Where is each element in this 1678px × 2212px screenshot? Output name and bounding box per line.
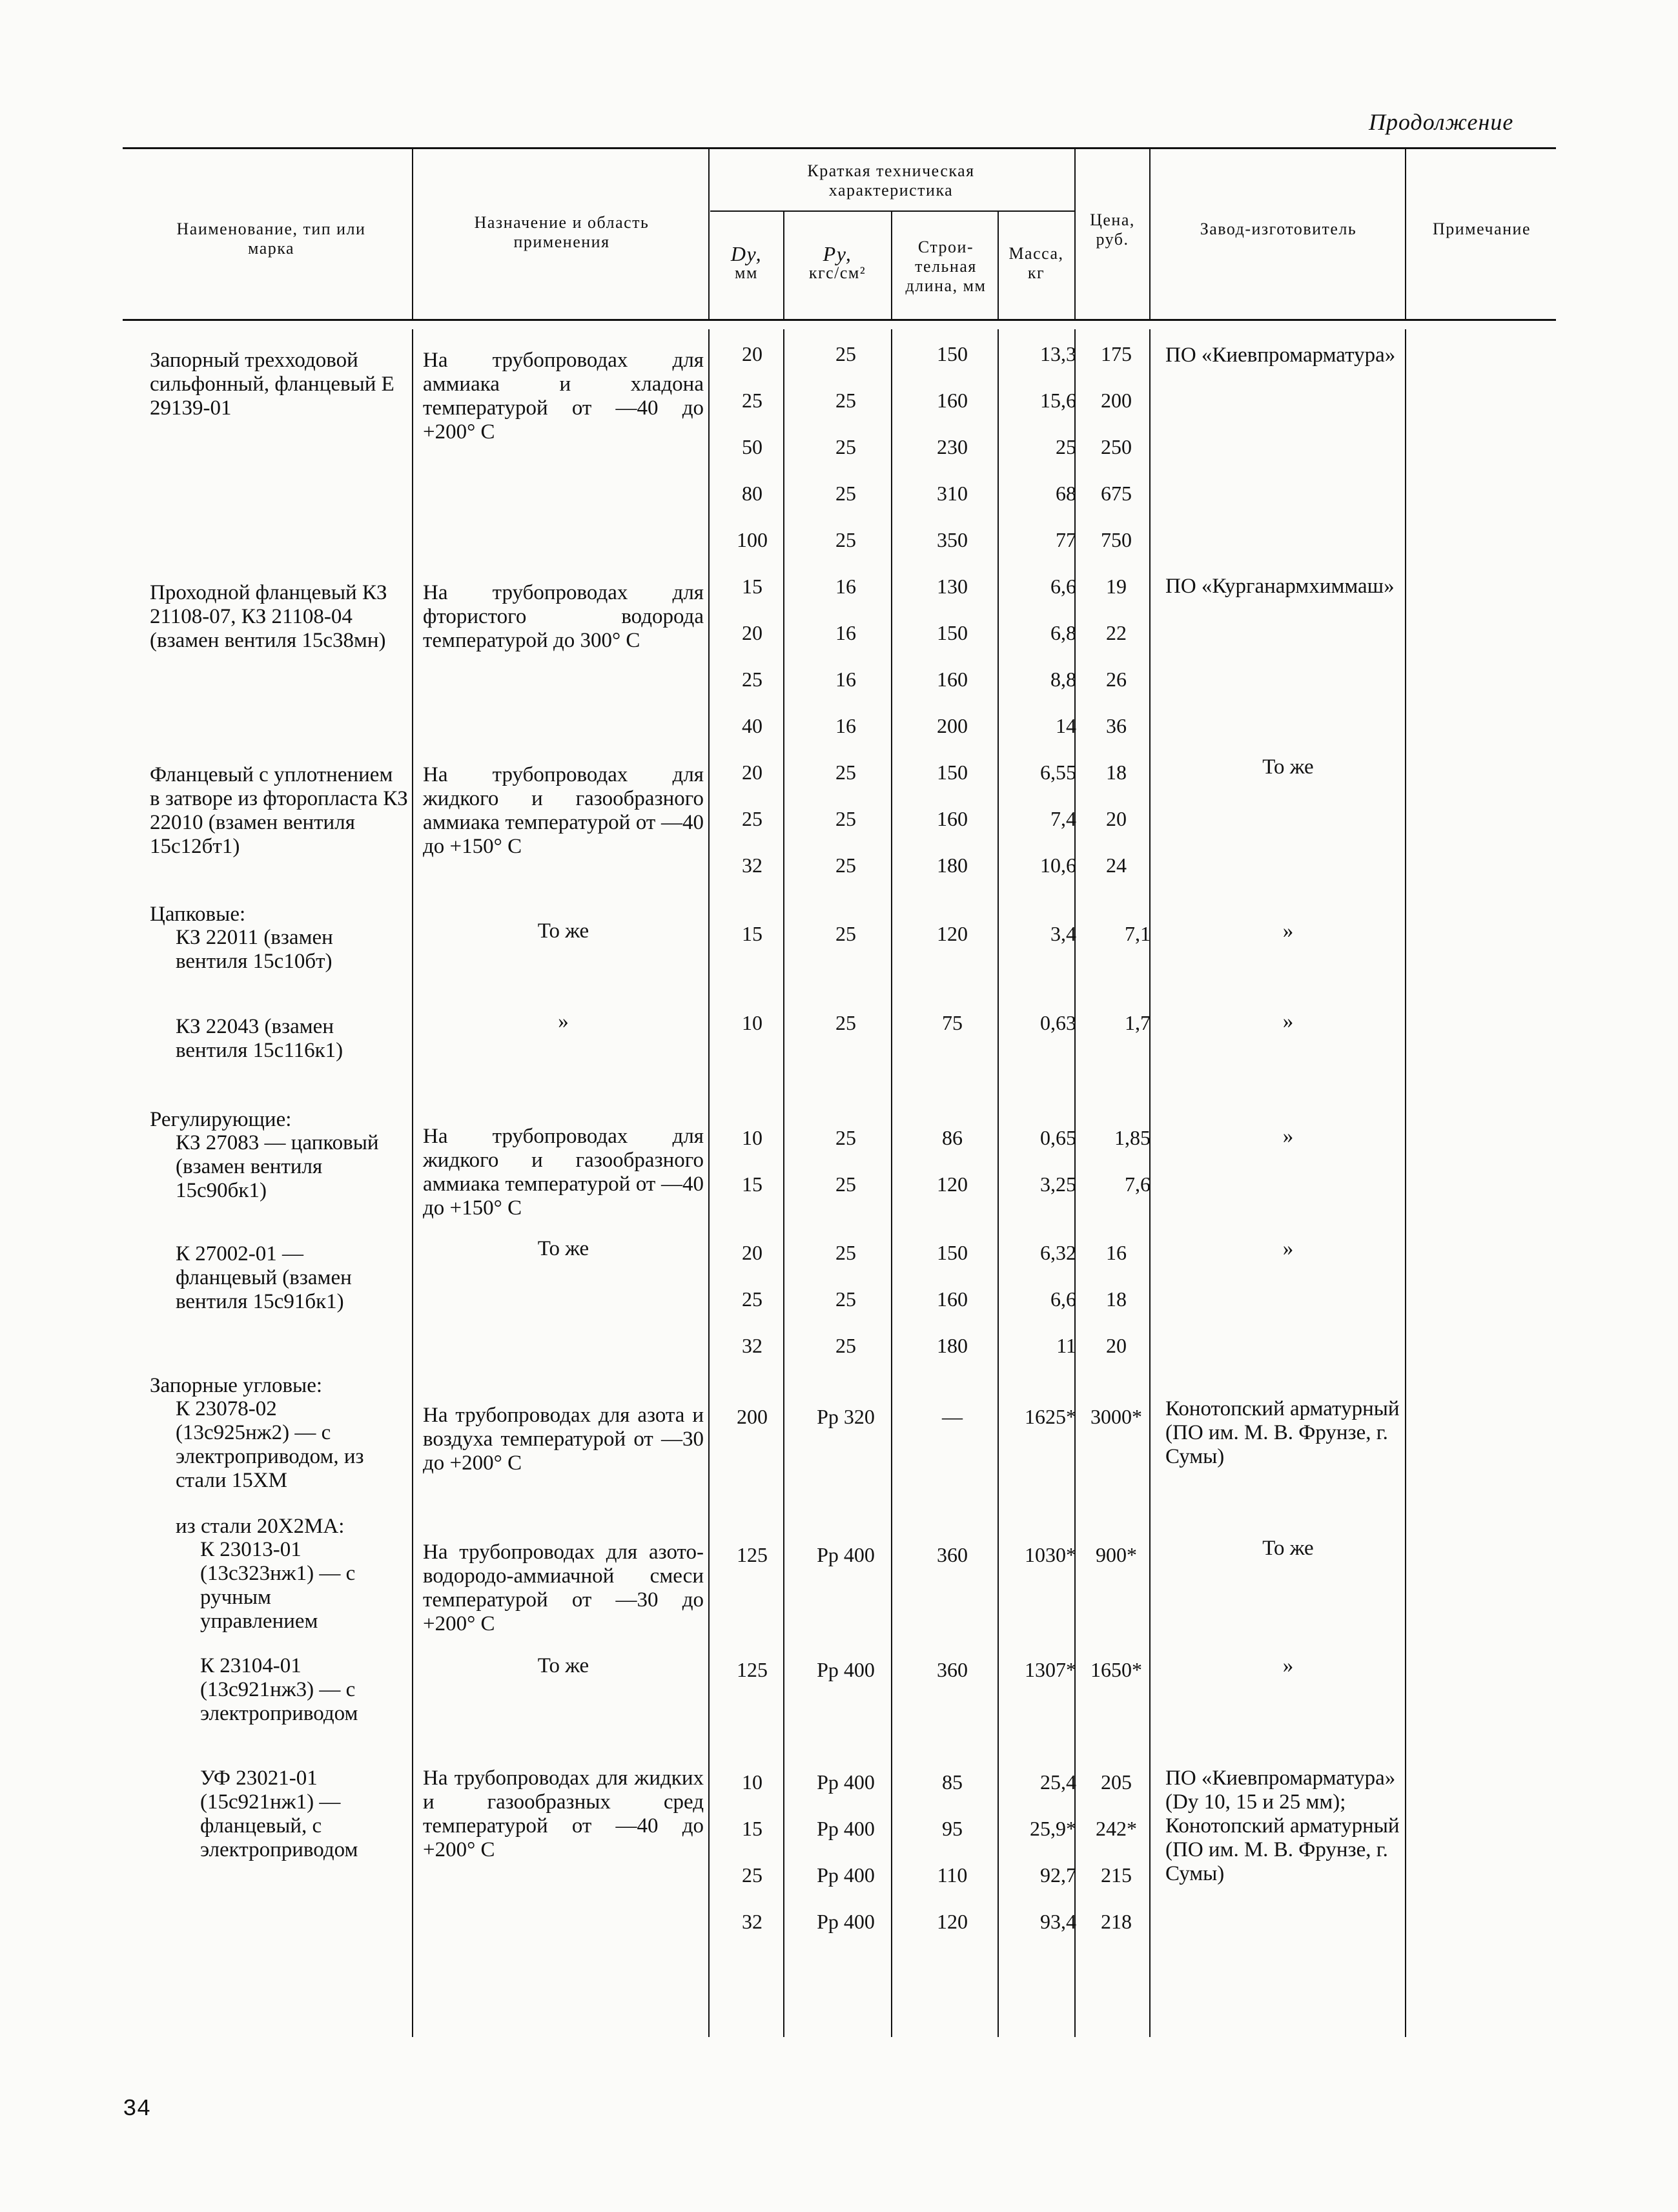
dy-cell: 32 — [742, 854, 762, 877]
entry-name: Фланцевый с уплотнением в затворе из фторопласта КЗ 22010 (взамен вентиля 15с12бт1) — [150, 763, 408, 858]
price-cell: 7,6 — [1125, 1173, 1151, 1196]
dy-cell: 32 — [742, 1334, 762, 1357]
col-divider-1b — [412, 329, 413, 2037]
dy-cell: 25 — [742, 389, 762, 412]
col-divider-2b — [708, 329, 710, 2037]
header-factory: Завод-изготовитель — [1200, 220, 1357, 238]
entry-factory: Конотопский арматурный (ПО им. М. В. Фрунзе, г. Сумы) — [1165, 1397, 1400, 1468]
mass-cell: 68 — [1056, 482, 1076, 505]
dy-cell: 25 — [742, 1287, 762, 1311]
py-cell: Pр 400 — [817, 1658, 875, 1681]
dy-cell: 15 — [742, 922, 762, 945]
py-cell: 25 — [835, 1173, 856, 1196]
header-note: Примечание — [1432, 220, 1531, 238]
mass-cell: 6,32 — [1040, 1241, 1076, 1264]
price-cell: 36 — [1106, 714, 1127, 737]
header-purpose: Назначение и область применения — [474, 213, 650, 251]
dy-cell: 25 — [742, 1863, 762, 1887]
mass-cell: 6,6 — [1050, 1287, 1076, 1311]
dy-cell: 10 — [742, 1126, 762, 1149]
entry-factory: » — [1282, 1125, 1294, 1148]
length-cell: 230 — [937, 435, 968, 458]
mass-cell: 7,4 — [1050, 807, 1076, 830]
entry-purpose: На трубопроводах для азота и воздуха температурой от —30 до +200° С — [423, 1404, 704, 1475]
py-cell: Pр 320 — [817, 1405, 875, 1428]
length-cell: 160 — [937, 668, 968, 691]
dy-cell: 125 — [737, 1543, 768, 1566]
entry-purpose: То же — [537, 919, 589, 943]
py-cell: 25 — [835, 482, 856, 505]
price-cell: 1,7 — [1125, 1011, 1151, 1034]
py-cell: Pр 400 — [817, 1863, 875, 1887]
page-number: 34 — [123, 2096, 151, 2122]
header-py-unit: кгс/см² — [808, 263, 866, 282]
mass-cell: 25 — [1056, 435, 1076, 458]
price-cell: 1,85 — [1114, 1126, 1151, 1149]
mass-cell: 15,6 — [1040, 389, 1076, 412]
mass-cell: 3,25 — [1040, 1173, 1076, 1196]
py-cell: 25 — [835, 528, 856, 551]
entry-name: К 23013-01 (13с323нж1) — с ручным управлением — [200, 1538, 356, 1633]
col-divider-2 — [708, 148, 710, 320]
length-cell: 360 — [937, 1543, 968, 1566]
header-dy-symbol: Dу, — [730, 242, 762, 265]
header-mass: Масса, кг — [1008, 244, 1064, 282]
mass-cell: 1625* — [1025, 1405, 1076, 1428]
dy-cell: 100 — [737, 528, 768, 551]
entry-group-title: из стали 20Х2МА: — [176, 1515, 345, 1538]
price-cell: 242* — [1096, 1817, 1137, 1840]
py-cell: Pр 400 — [817, 1543, 875, 1566]
header-tech: Краткая техническая характеристика — [807, 161, 975, 200]
entry-factory: То же — [1262, 755, 1314, 779]
dy-cell: 50 — [742, 435, 762, 458]
entry-group-title: Регулирующие: — [150, 1108, 292, 1131]
header-length: Строи-тельная длина, мм — [905, 238, 987, 295]
col-divider-3 — [783, 211, 784, 320]
price-cell: 205 — [1101, 1770, 1132, 1794]
length-cell: 150 — [937, 1241, 968, 1264]
mass-cell: 10,6 — [1040, 854, 1076, 877]
length-cell: 200 — [937, 714, 968, 737]
entry-name: КЗ 22043 (взамен вентиля 15с116к1) — [176, 1015, 343, 1062]
length-cell: 120 — [937, 1173, 968, 1196]
py-cell: 25 — [835, 389, 856, 412]
length-cell: 180 — [937, 1334, 968, 1357]
mass-cell: 6,6 — [1050, 575, 1076, 598]
dy-cell: 20 — [742, 761, 762, 784]
entry-purpose: На трубопроводах для аммиака и хладона температурой от —40 до +200° С — [423, 349, 704, 444]
mass-cell: 25,9* — [1030, 1817, 1076, 1840]
py-cell: 16 — [835, 575, 856, 598]
mass-cell: 1030* — [1025, 1543, 1076, 1566]
price-cell: 250 — [1101, 435, 1132, 458]
header-dy — [710, 244, 783, 283]
dy-cell: 10 — [742, 1011, 762, 1034]
col-divider-1 — [412, 148, 413, 320]
py-cell: 25 — [835, 1011, 856, 1034]
price-cell: 218 — [1101, 1910, 1132, 1933]
length-cell: 86 — [942, 1126, 963, 1149]
entry-purpose: То же — [537, 1654, 589, 1677]
length-cell: 310 — [937, 482, 968, 505]
entry-factory: » — [1282, 1654, 1294, 1677]
length-cell: 75 — [942, 1011, 963, 1034]
price-cell: 900* — [1096, 1543, 1137, 1566]
entry-factory: То же — [1262, 1537, 1314, 1560]
mass-cell: 13,3 — [1040, 342, 1076, 365]
mass-cell: 0,63 — [1040, 1011, 1076, 1034]
price-cell: 1650* — [1090, 1658, 1142, 1681]
mass-cell: 92,7 — [1040, 1863, 1076, 1887]
header-bottom-rule — [123, 319, 1556, 321]
header-price: Цена, руб. — [1090, 210, 1135, 249]
entry-purpose: На трубопроводах для жидкого и газообразного аммиака температурой от —40 до +150° С — [423, 763, 704, 858]
col-divider-6 — [1074, 148, 1076, 320]
py-cell: 25 — [835, 922, 856, 945]
length-cell: 85 — [942, 1770, 963, 1794]
length-cell: 150 — [937, 621, 968, 644]
length-cell: 95 — [942, 1817, 963, 1840]
py-cell: 16 — [835, 714, 856, 737]
col-divider-8 — [1405, 148, 1406, 320]
mass-cell: 3,4 — [1050, 922, 1076, 945]
price-cell: 675 — [1101, 482, 1132, 505]
entry-factory: ПО «Киевпромарматура» (Dу 10, 15 и 25 мм); Конотопский арматурный (ПО им. М. В. Фрунзе, г. Сумы) — [1165, 1767, 1400, 1885]
length-cell: 180 — [937, 854, 968, 877]
entry-purpose: На трубопроводах для фтористого водорода температурой до 300° С — [423, 581, 704, 652]
length-cell: 120 — [937, 1910, 968, 1933]
dy-cell: 15 — [742, 575, 762, 598]
header-py — [785, 244, 890, 283]
price-cell: 18 — [1106, 1287, 1127, 1311]
length-cell: 130 — [937, 575, 968, 598]
price-cell: 19 — [1106, 575, 1127, 598]
dy-cell: 200 — [737, 1405, 768, 1428]
price-cell: 200 — [1101, 389, 1132, 412]
mass-cell: 77 — [1056, 528, 1076, 551]
dy-cell: 125 — [737, 1658, 768, 1681]
entry-factory: » — [1282, 1237, 1294, 1260]
length-cell: 350 — [937, 528, 968, 551]
py-cell: 25 — [835, 807, 856, 830]
entry-name: Запорный трехходовой сильфонный, фланцевый Е 29139-01 — [150, 349, 394, 420]
mass-cell: 0,65 — [1040, 1126, 1076, 1149]
dy-cell: 15 — [742, 1817, 762, 1840]
py-cell: 25 — [835, 1126, 856, 1149]
entry-factory: » — [1282, 1010, 1294, 1033]
py-cell: Pр 400 — [817, 1817, 875, 1840]
entry-purpose: На трубопроводах для азото-водородо-аммиачной смеси температурой от —30 до +200° С — [423, 1541, 704, 1635]
col-divider-7 — [1149, 148, 1151, 320]
col-divider-4 — [891, 211, 892, 320]
price-cell: 215 — [1101, 1863, 1132, 1887]
entry-name: К 23104-01 (13с921нж3) — с электроприводом — [200, 1654, 358, 1725]
header-py-symbol: Pу, — [823, 242, 852, 265]
py-cell: Pр 400 — [817, 1910, 875, 1933]
py-cell: 25 — [835, 761, 856, 784]
dy-cell: 25 — [742, 668, 762, 691]
py-cell: Pр 400 — [817, 1770, 875, 1794]
entry-name: КЗ 27083 — цапковый (взамен вентиля 15с90бк1) — [176, 1131, 379, 1202]
price-cell: 20 — [1106, 807, 1127, 830]
entry-name: УФ 23021-01 (15с921нж1) — фланцевый, с электроприводом — [200, 1767, 358, 1861]
length-cell: — — [942, 1405, 963, 1428]
entry-purpose: На трубопроводах для жидкого и газообразного аммиака температурой от —40 до +150° С — [423, 1125, 704, 1220]
dy-cell: 80 — [742, 482, 762, 505]
dy-cell: 20 — [742, 1241, 762, 1264]
py-cell: 25 — [835, 1241, 856, 1264]
length-cell: 160 — [937, 1287, 968, 1311]
price-cell: 3000* — [1090, 1405, 1142, 1428]
py-cell: 25 — [835, 1287, 856, 1311]
dy-cell: 40 — [742, 714, 762, 737]
dy-cell: 32 — [742, 1910, 762, 1933]
mass-cell: 11 — [1056, 1334, 1076, 1357]
price-cell: 18 — [1106, 761, 1127, 784]
py-cell: 25 — [835, 342, 856, 365]
price-cell: 20 — [1106, 1334, 1127, 1357]
entry-purpose: То же — [537, 1237, 589, 1260]
mass-cell: 6,8 — [1050, 621, 1076, 644]
entry-factory: ПО «Курганармхиммаш» — [1165, 575, 1395, 598]
tech-subheader-rule — [710, 210, 1076, 212]
mass-cell: 93,4 — [1040, 1910, 1076, 1933]
py-cell: 16 — [835, 668, 856, 691]
entry-name: К 27002-01 — фланцевый (взамен вентиля 15с91бк1) — [176, 1242, 352, 1313]
dy-cell: 20 — [742, 342, 762, 365]
length-cell: 150 — [937, 761, 968, 784]
length-cell: 110 — [937, 1863, 968, 1887]
length-cell: 160 — [937, 807, 968, 830]
entry-name: К 23078-02 (13с925нж2) — с электроприводом, из стали 15ХМ — [176, 1397, 364, 1492]
mass-cell: 25,4 — [1040, 1770, 1076, 1794]
entry-purpose: На трубопроводах для жидких и газообразных сред температурой от —40 до +200° С — [423, 1767, 704, 1861]
price-cell: 16 — [1106, 1241, 1127, 1264]
price-cell: 22 — [1106, 621, 1127, 644]
py-cell: 25 — [835, 435, 856, 458]
entry-group-title: Запорные угловые: — [150, 1374, 323, 1397]
length-cell: 160 — [937, 389, 968, 412]
entry-group-title: Цапковые: — [150, 903, 246, 926]
price-cell: 26 — [1106, 668, 1127, 691]
entry-factory: » — [1282, 919, 1294, 943]
mass-cell: 14 — [1056, 714, 1076, 737]
price-cell: 24 — [1106, 854, 1127, 877]
dy-cell: 20 — [742, 621, 762, 644]
mass-cell: 1307* — [1025, 1658, 1076, 1681]
price-cell: 175 — [1101, 342, 1132, 365]
py-cell: 25 — [835, 854, 856, 877]
mass-cell: 8,8 — [1050, 668, 1076, 691]
py-cell: 25 — [835, 1334, 856, 1357]
entry-purpose: » — [558, 1010, 569, 1033]
continuation-label: Продолжение — [1369, 109, 1514, 135]
entry-name: КЗ 22011 (взамен вентиля 15с10бт) — [176, 926, 333, 973]
mass-cell: 6,55 — [1040, 761, 1076, 784]
price-cell: 7,1 — [1125, 922, 1151, 945]
length-cell: 120 — [937, 922, 968, 945]
header-name: Наименование, тип или марка — [176, 220, 366, 258]
dy-cell: 25 — [742, 807, 762, 830]
entry-name: Проходной фланцевый КЗ 21108-07, КЗ 21108-04 (взамен вентиля 15с38мн) — [150, 581, 387, 652]
top-rule — [123, 147, 1556, 149]
price-cell: 750 — [1101, 528, 1132, 551]
py-cell: 16 — [835, 621, 856, 644]
entry-factory: ПО «Киевпромарматура» — [1165, 343, 1396, 367]
header-dy-unit: мм — [735, 263, 758, 282]
length-cell: 150 — [937, 342, 968, 365]
dy-cell: 10 — [742, 1770, 762, 1794]
dy-cell: 15 — [742, 1173, 762, 1196]
col-divider-5 — [998, 211, 999, 320]
length-cell: 360 — [937, 1658, 968, 1681]
